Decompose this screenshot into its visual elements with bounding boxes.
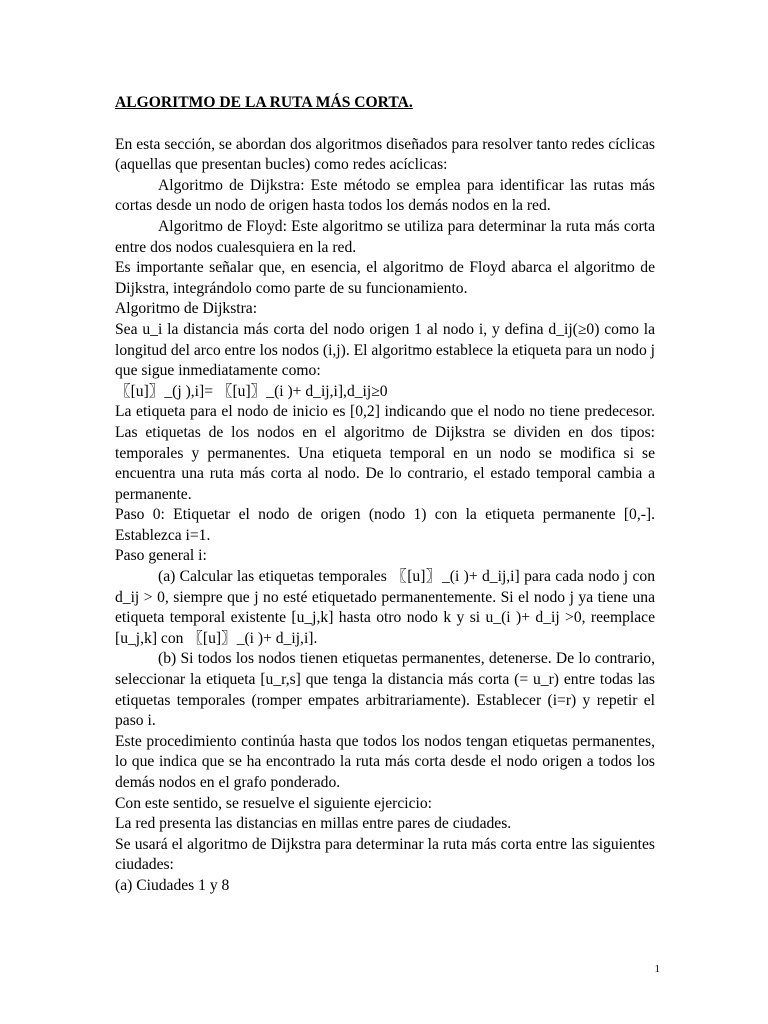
- floyd-definition-paragraph: Algoritmo de Floyd: Este algoritmo se utiliza para determinar la ruta más corta entre dos nodos cualesquiera en la red.: [115, 217, 655, 256]
- dijkstra-definition-paragraph: Algoritmo de Dijkstra: Este método se emplea para identificar las rutas más cortas desde un nodo de origen hasta todos los demás nodos en la red.: [115, 176, 655, 215]
- dijkstra-heading-paragraph: Algoritmo de Dijkstra:: [115, 300, 258, 318]
- general-step-b-paragraph: (b) Si todos los nodos tienen etiquetas permanentes, detenerse. De lo contrario, seleccionar la etiqueta [u_r,s] que tenga la distancia más corta (= u_r) entre todas las etiquetas temporales (romper empates arbitrariamente). Establecer (i=r) y repetir el paso i.: [115, 650, 655, 730]
- general-step-a-paragraph: (a) Calcular las etiquetas temporales 〖[u]〗_(i )+ d_ij,i] para cada nodo j con d_ij > 0, siempre que j no esté etiquetado permanentemente. Si el nodo j ya tiene una etiqueta temporal existente [u_j,k] hasta otro nodo k y si u_(i )+ d_ij >0, reemplace [u_j,k] con 〖[u]〗_(i )+ d_ij,i].: [115, 568, 655, 647]
- network-description-paragraph: La red presenta las distancias en millas entre pares de ciudades.: [115, 815, 512, 833]
- intro-paragraph: En esta sección, se abordan dos algoritmos diseñados para resolver tanto redes cíclicas (aquellas que presentan bucles) como redes acíclicas:: [115, 135, 655, 174]
- exercise-intro-paragraph: Con este sentido, se resuelve el siguiente ejercicio:: [115, 794, 432, 812]
- label-types-paragraph: La etiqueta para el nodo de inicio es [0,2] indicando que el nodo no tiene predecesor. Las etiquetas de los nodos en el algoritmo de Dijkstra se dividen en dos tipos: temporales y permanentes. Una etiqueta temporal en un nodo se modifica si se encuentra una ruta más corta al nodo. De lo contrario, el estado temporal cambia a permanente.: [115, 403, 655, 503]
- label-formula-paragraph: 〖[u]〗_(j ),i]= 〖[u]〗_(i )+ d_ij,i],d_ij≥0: [115, 382, 388, 400]
- dijkstra-exercise-paragraph: Se usará el algoritmo de Dijkstra para determinar la ruta más corta entre las siguientes ciudades:: [115, 835, 655, 874]
- document-body: [115, 93, 655, 897]
- notation-paragraph: Sea u_i la distancia más corta del nodo origen 1 al nodo i, y defina d_ij(≥0) como la longitud del arco entre los nodos (i,j). El algoritmo establece la etiqueta para un nodo j que sigue inmediatamente como:: [115, 320, 655, 380]
- step-zero-paragraph: Paso 0: Etiquetar el nodo de origen (nodo 1) con la etiqueta permanente [0,-]. Establezca i=1.: [115, 506, 655, 544]
- page-title: ALGORITMO DE LA RUTA MÁS CORTA.: [115, 94, 413, 111]
- general-step-heading: Paso general i:: [115, 547, 207, 565]
- procedure-summary-paragraph: Este procedimiento continúa hasta que todos los nodos tengan etiquetas permanentes, lo que indica que se ha encontrado la ruta más corta desde el nodo origen a todos los demás nodos en el grafo ponderado.: [115, 732, 655, 791]
- page-number: 1: [654, 963, 660, 975]
- cities-item-paragraph: (a) Ciudades 1 y 8: [115, 876, 230, 894]
- relation-paragraph: Es importante señalar que, en esencia, el algoritmo de Floyd abarca el algoritmo de Dijkstra, integrándolo como parte de su funcionamiento.: [115, 259, 655, 297]
